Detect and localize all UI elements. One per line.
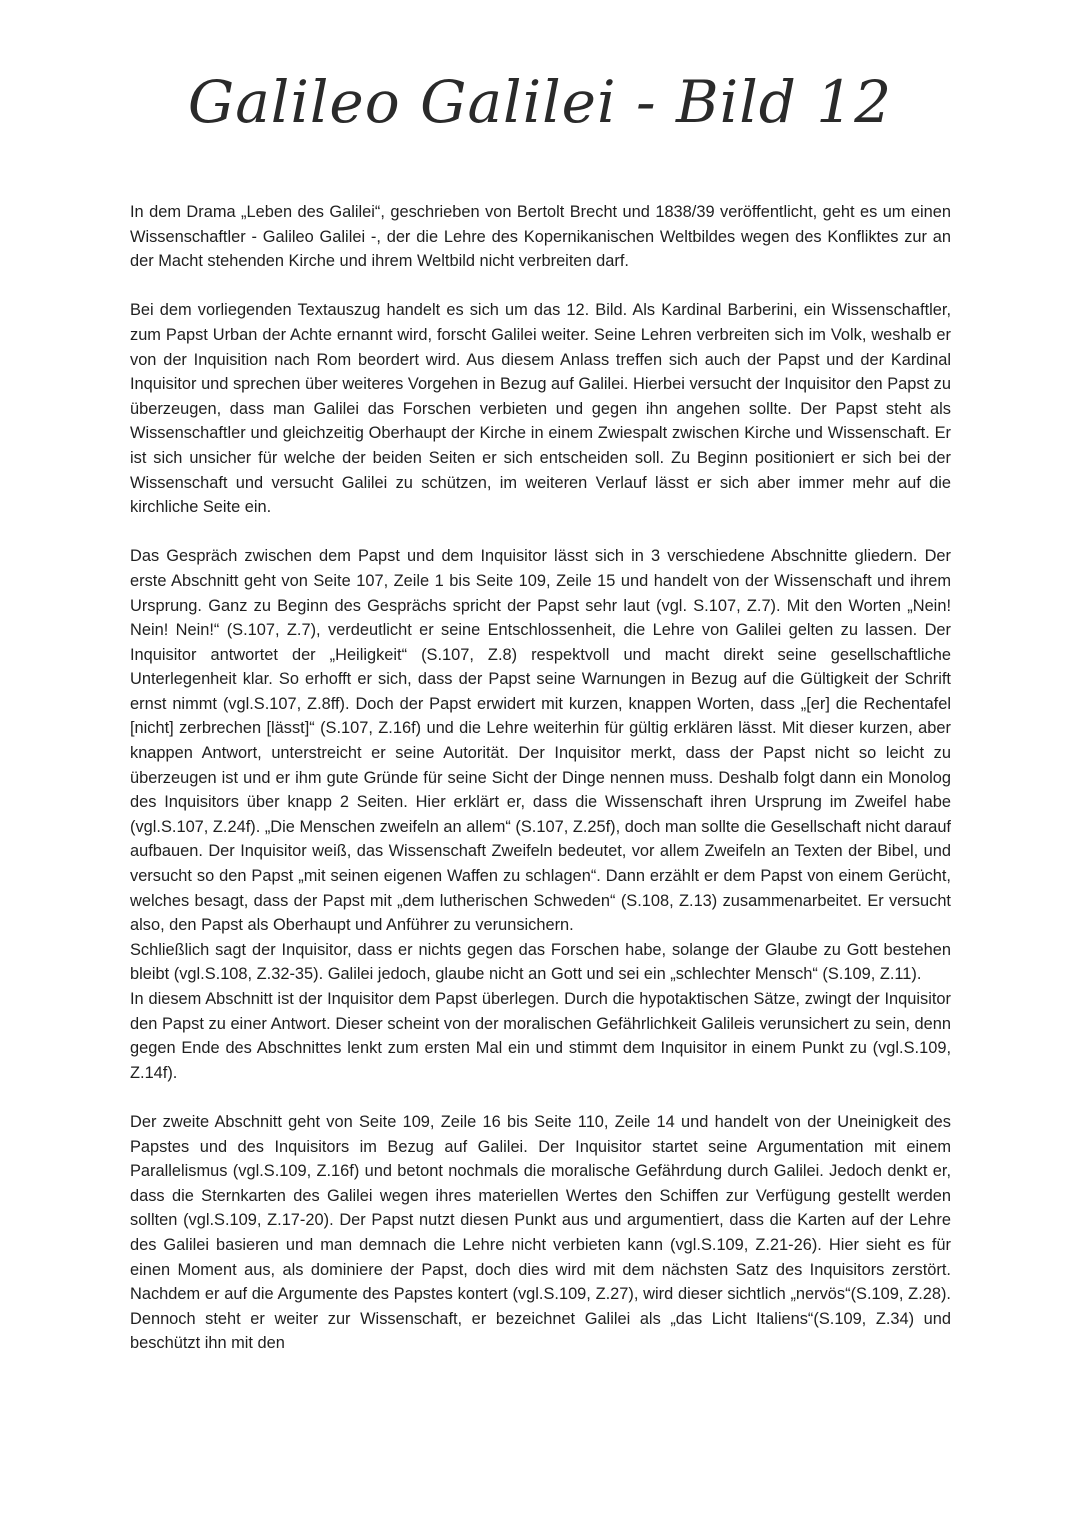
paragraph-second-section: Der zweite Abschnitt geht von Seite 109, Zeile 16 bis Seite 110, Zeile 14 und handelt von der Uneinigkeit des Papstes und des Inquisitors im Bezug auf Galilei. Der Inquisitor startet seine Argumentation mit einem Parallelismus (vgl.S.109, Z.16f) und betont nochmals die moralische Gefährdung durch Galilei. Jedoch denkt er, dass die Sternkarten des Galilei wegen ihres materiellen Wertes den Schiffen zur Verfügung gestellt werden sollten (vgl.S.109, Z.17-20). Der Papst nutzt diesen Punkt aus und argumentiert, dass die Karten auf der Lehre des Galilei basieren und man demnach die Lehre nicht verbieten kann (vgl.S.109, Z.21-26). Hier sieht es für einen Moment aus, als dominiere der Papst, doch dies wird mit dem nächsten Satz des Inquisitors zerstört. Nachdem er auf die Argumente des Papstes kontert (vgl.S.109, Z.27), wird dieser sichtlich „nervös“(S.109, Z.28). Dennoch steht er weiter zur Wissenschaft, er bezeichnet Galilei als „das Licht Italiens“(S.109, Z.34) und beschützt ihn mit den <box>130 1112 951 1353</box>
document-title: Galileo Galilei - Bild 12 <box>187 68 893 136</box>
paragraph-introduction: In dem Drama „Leben des Galilei“, geschrieben von Bertolt Brecht und 1838/39 veröffentlicht, geht es um einen Wissenschaftler - Galileo Galilei -, der die Lehre des Kopernikanischen Weltbildes wegen des Konfliktes zur an der Macht stehenden Kirche und ihrem Weltbild nicht verbreiten darf. <box>130 203 951 271</box>
paragraph-context: Bei dem vorliegenden Textauszug handelt es sich um das 12. Bild. Als Kardinal Barberini, ein Wissenschaftler, zum Papst Urban der Achte ernannt wird, forscht Galilei weiter. Seine Lehren verbreiten sich im Volk, weshalb er von der Inquisition nach Rom beordert wird. Aus diesem Anlass treffen sich auch der Papst und der Kardinal Inquisitor und sprechen über weiteres Vorgehen in Bezug auf Galilei. Hierbei versucht der Inquisitor den Papst zu überzeugen, dass man Galilei das Forschen verbieten und gegen ihn angehen sollte. Der Papst steht als Wissenschaftler und gleichzeitig Oberhaupt der Kirche in einem Zwiespalt zwischen Kirche und Wissenschaft. Er ist sich unsicher für welche der beiden Seiten er sich entscheiden soll. Zu Beginn positioniert er sich bei der Wissenschaft und versucht Galilei zu schützen, im weiteren Verlauf lässt er sich aber immer mehr auf die kirchliche Seite ein. <box>130 301 951 517</box>
paragraph-first-section-conclusion: Schließlich sagt der Inquisitor, dass er nichts gegen das Forschen habe, solange der Glaube zu Gott bestehen bleibt (vgl.S.108, Z.32-35). Galilei jedoch, glaube nicht an Gott und sei ein „schlechter Mensch“ (S.109, Z.11). <box>130 940 951 984</box>
paragraph-first-section-summary: In diesem Abschnitt ist der Inquisitor dem Papst überlegen. Durch die hypotaktischen Sätze, zwingt der Inquisitor den Papst zu einer Antwort. Dieser scheint von der moralischen Gefährlichkeit Galileis verunsichert zu sein, denn gegen Ende des Abschnittes lenkt zum ersten Mal ein und stimmt dem Inquisitor in einem Punkt zu (vgl.S.109, Z.14f). <box>130 990 951 1082</box>
document-body <box>130 200 951 1356</box>
paragraph-first-section: Das Gespräch zwischen dem Papst und dem Inquisitor lässt sich in 3 verschiedene Abschnitte gliedern. Der erste Abschnitt geht von Seite 107, Zeile 1 bis Seite 109, Zeile 15 und handelt von der Wissenschaft und ihrem Ursprung. Ganz zu Beginn des Gesprächs spricht der Papst sehr laut (vgl. S.107, Z.7). Mit den Worten „Nein! Nein! Nein!“ (S.107, Z.7), verdeutlicht er seine Entschlossenheit, die Lehre von Galilei gelten zu lassen. Der Inquisitor antwortet der „Heiligkeit“ (S.107, Z.8) respektvoll und macht direkt seine gesellschaftliche Unterlegenheit klar. So erhofft er sich, dass der Papst seine Warnungen in Bezug auf die Gültigkeit der Schrift ernst nimmt (vgl.S.107, Z.8ff). Doch der Papst erwidert mit kurzen, knappen Worten, dass „[er] die Rechentafel [nicht] zerbrechen [lässt]“ (S.107, Z.16f) und die Lehre weiterhin für gültig erklären lässt. Mit dieser kurzen, aber knappen Antwort, unterstreicht er seine Autorität. Der Inquisitor merkt, dass der Papst nicht so leicht zu überzeugen ist und er ihm gute Gründe für seine Sicht der Dinge nennen muss. Deshalb folgt dann ein Monolog des Inquisitors über knapp 2 Seiten. Hier erklärt er, dass die Wissenschaft ihren Ursprung im Zweifel habe (vgl.S.107, Z.24f). „Die Menschen zweifeln an allem“ (S.107, Z.25f), doch man sollte die Gesellschaft nicht darauf aufbauen. Der Inquisitor weiß, das Wissenschaft Zweifeln bedeutet, vor allem Zweifeln an Texten der Bibel, und versucht so den Papst „mit seinen eigenen Waffen zu schlagen“. Dann erzählt er dem Papst von einem Gerücht, welches besagt, dass der Papst mit „dem lutherischen Schweden“ (S.108, Z.13) zusammenarbeitet. Er versucht also, den Papst als Oberhaupt und Anführer zu verunsichern. <box>130 547 951 935</box>
